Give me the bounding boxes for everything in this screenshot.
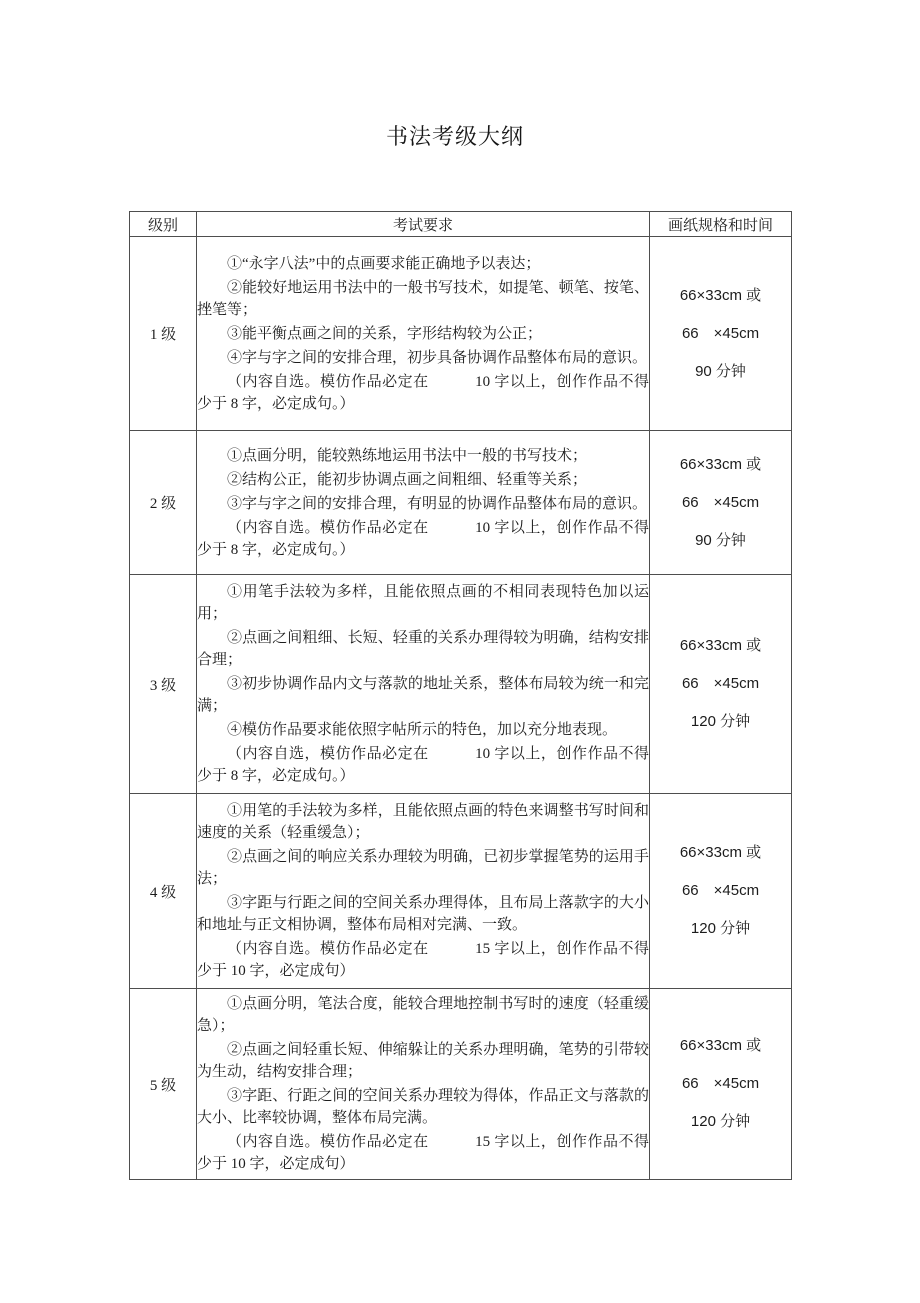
level-cell: 4 级 — [130, 794, 197, 989]
requirement-paragraph: ②点画之间粗细、长短、轻重的关系办理得较为明确，结构安排合理； — [197, 630, 649, 668]
header-requirements: 考试要求 — [197, 212, 650, 237]
requirements-cell — [197, 575, 650, 794]
requirement-paragraph: ③字距与行距之间的空间关系办理得体，且布局上落款字的大小和地址与正文相协调，整体布局相对完满、一致。 — [197, 895, 649, 933]
spec-line: 120 分钟 — [690, 920, 751, 937]
spec-cell — [650, 989, 792, 1180]
table-row — [130, 794, 792, 989]
requirement-paragraph: ④模仿作品要求能依照字帖所示的特色，加以充分地表现。 — [227, 722, 618, 738]
spec-line: 66 ×45cm — [681, 493, 760, 511]
spec-line: 66×33cm 或 — [679, 1037, 762, 1054]
spec-line: 66×33cm 或 — [679, 637, 762, 654]
page-title: 书法考级大纲 — [385, 124, 524, 149]
table-row — [130, 431, 792, 575]
spec-line: 120 分钟 — [690, 713, 751, 730]
level-cell: 2 级 — [130, 431, 197, 575]
spec-line: 66×33cm 或 — [679, 286, 762, 304]
spec-line: 90 分钟 — [695, 531, 746, 549]
spec-line: 66×33cm 或 — [679, 844, 762, 861]
requirement-paragraph: ①“永字八法”中的点画要求能正确地予以表达； — [227, 255, 541, 272]
requirements-cell — [197, 431, 650, 575]
table-row — [130, 989, 792, 1180]
table-row — [130, 575, 792, 794]
spec-cell — [650, 794, 792, 989]
header-level: 级别 — [130, 212, 197, 237]
spec-line: 66 ×45cm — [681, 324, 760, 342]
requirement-paragraph: （内容自选。模仿作品必定在 15 字以上，创作作品不得少于 10 字，必定成句） — [197, 1134, 649, 1172]
spec-line: 66×33cm 或 — [679, 455, 762, 473]
spec-line: 120 分钟 — [690, 1113, 751, 1130]
requirements-cell — [197, 794, 650, 989]
requirement-paragraph: ②点画之间的响应关系办理较为明确，已初步掌握笔势的运用手法； — [197, 849, 649, 887]
spec-line: 66 ×45cm — [681, 1075, 760, 1092]
requirement-paragraph: （内容自选。模仿作品必定在 10 字以上，创作作品不得少于 8 字，必定成句。） — [197, 373, 649, 412]
header-paper-spec-time: 画纸规格和时间 — [650, 212, 792, 237]
requirement-paragraph: ①点画分明，能较熟练地运用书法中一般的书写技术； — [227, 447, 588, 464]
table-row — [130, 237, 792, 431]
level-cell: 3 级 — [130, 575, 197, 794]
table-header-row — [130, 212, 792, 237]
requirement-paragraph: ③字与字之间的安排合理，有明显的协调作品整体布局的意识。 — [227, 495, 648, 512]
requirement-paragraph: ③能平衡点画之间的关系，字形结构较为公正； — [227, 325, 543, 342]
requirement-paragraph: ②点画之间轻重长短、伸缩躲让的关系办理明确，笔势的引带较为生动，结构安排合理； — [197, 1042, 649, 1080]
requirement-paragraph: （内容自选，模仿作品必定在 10 字以上，创作作品不得少于 8 字，必定成句。） — [197, 746, 649, 784]
spec-line: 66 ×45cm — [681, 675, 760, 692]
spec-cell — [650, 575, 792, 794]
requirement-paragraph: （内容自选。模仿作品必定在 10 字以上，创作作品不得少于 8 字，必定成句。） — [197, 519, 649, 558]
level-cell: 1 级 — [130, 237, 197, 431]
requirement-paragraph: ③初步协调作品内文与落款的地址关系，整体布局较为统一和完满； — [197, 676, 649, 714]
requirement-paragraph: ①用笔的手法较为多样，且能依照点画的特色来调整书写时间和速度的关系（轻重缓急）； — [197, 803, 649, 841]
spec-line: 90 分钟 — [695, 362, 746, 380]
requirement-paragraph: ③字距、行距之间的空间关系办理较为得体，作品正文与落款的大小、比率较协调，整体布局完满。 — [197, 1088, 649, 1126]
level-cell: 5 级 — [130, 989, 197, 1180]
grading-table — [129, 211, 792, 1180]
requirements-cell — [197, 237, 650, 431]
requirements-cell — [197, 989, 650, 1180]
spec-line: 66 ×45cm — [681, 882, 760, 899]
spec-cell — [650, 237, 792, 431]
requirement-paragraph: ②能较好地运用书法中的一般书写技术，如提笔、顿笔、按笔、挫笔等； — [197, 279, 649, 318]
requirement-paragraph: （内容自选。模仿作品必定在 15 字以上，创作作品不得少于 10 字，必定成句） — [197, 941, 649, 979]
requirement-paragraph: ①点画分明，笔法合度，能较合理地控制书写时的速度（轻重缓急）； — [197, 996, 649, 1034]
requirement-paragraph: ④字与字之间的安排合理，初步具备协调作品整体布局的意识。 — [227, 349, 648, 366]
requirement-paragraph: ②结构公正，能初步协调点画之间粗细、轻重等关系； — [227, 471, 588, 488]
spec-cell — [650, 431, 792, 575]
requirement-paragraph: ①用笔手法较为多样，且能依照点画的不相同表现特色加以运用； — [197, 584, 649, 622]
